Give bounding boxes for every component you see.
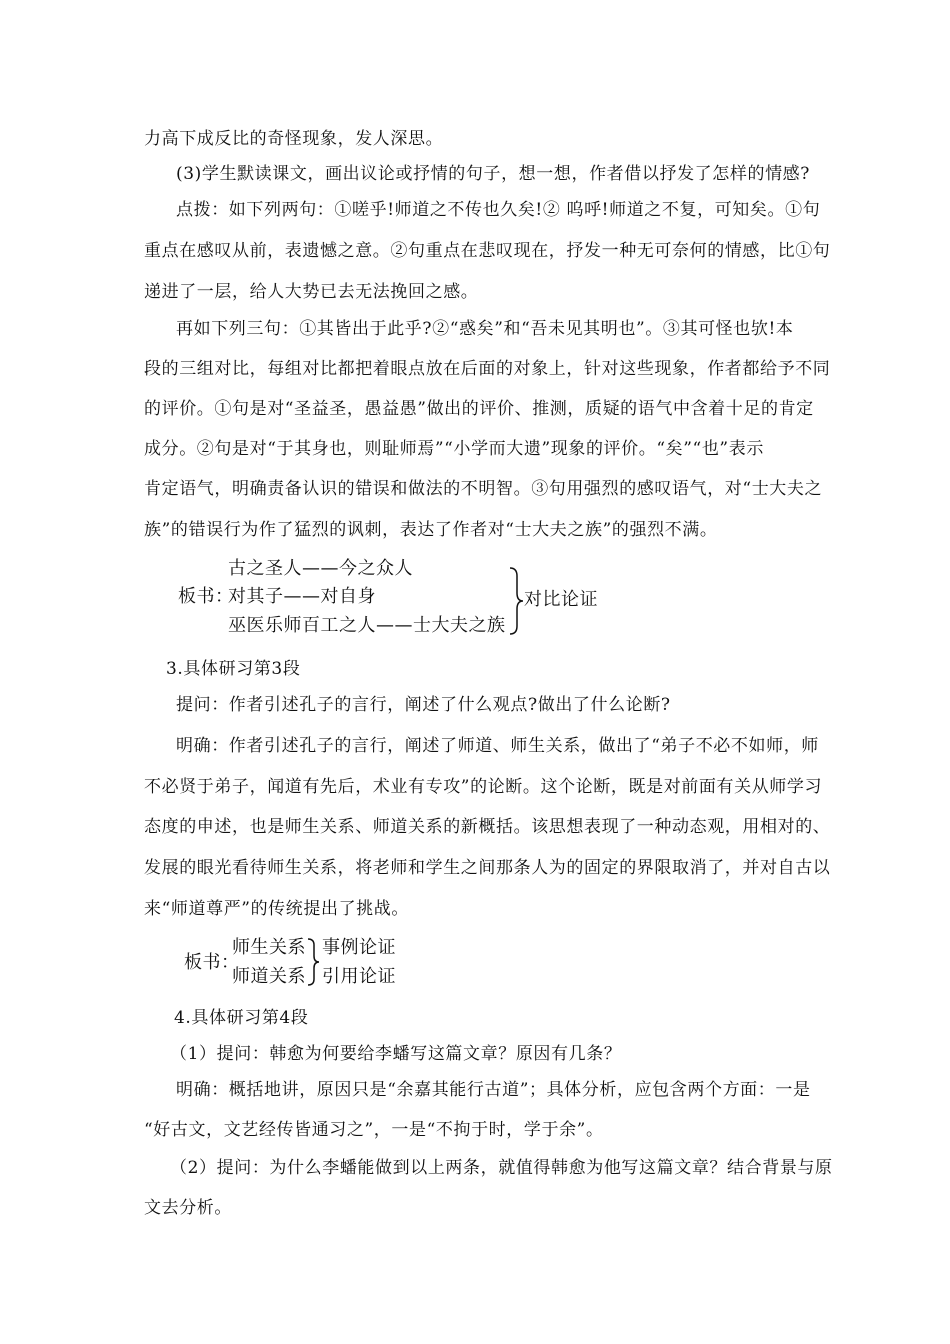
paragraph-line: 发展的眼光看待师生关系，将老师和学生之间那条人为的固定的界限取消了，并对自古以 <box>144 858 831 878</box>
board-row: 巫医乐师百工之人——士大夫之族 <box>228 615 506 636</box>
board-label: 板书： <box>178 586 234 607</box>
paragraph-line: 点拨：如下列两句：①嗟乎!师道之不传也久矣!② 呜呼!师道之不复，可知矣。①句 <box>176 200 821 220</box>
right-brace-icon <box>306 937 320 987</box>
board-conclusion: 对比论证 <box>524 589 598 610</box>
board-conclusion: 引用论证 <box>322 966 396 987</box>
section-heading: 3.具体研习第3段 <box>166 659 301 679</box>
paragraph-line: 的评价。①句是对“圣益圣，愚益愚”做出的评价、推测，质疑的语气中含着十足的肯定 <box>144 399 814 419</box>
paragraph-line: （1）提问：韩愈为何要给李蟠写这篇文章？原因有几条？ <box>170 1044 622 1064</box>
paragraph-line: “好古文，文艺经传皆通习之”，一是“不拘于时，学于余”。 <box>144 1120 604 1140</box>
board-row: 师道关系 <box>232 966 306 987</box>
paragraph-line: (3)学生默读课文，画出议论或抒情的句子，想一想，作者借以抒发了怎样的情感? <box>176 164 810 184</box>
paragraph-line: 段的三组对比，每组对比都把着眼点放在后面的对象上，针对这些现象，作者都给予不同 <box>144 359 831 379</box>
paragraph-line: （2）提问：为什么李蟠能做到以上两条，就值得韩愈为他写这篇文章？结合背景与原 <box>170 1158 833 1178</box>
board-row: 师生关系 <box>232 937 306 958</box>
right-brace-icon <box>508 566 524 636</box>
section-heading: 4.具体研习第4段 <box>174 1008 309 1028</box>
paragraph-line: 明确：作者引述孔子的言行，阐述了师道、师生关系，做出了“弟子不必不如师，师 <box>176 736 819 756</box>
paragraph-line: 递进了一层，给人大势已去无法挽回之感。 <box>144 282 479 302</box>
paragraph-line: 提问：作者引述孔子的言行，阐述了什么观点?做出了什么论断? <box>176 695 671 715</box>
board-conclusion: 事例论证 <box>322 937 396 958</box>
paragraph-line: 来“师道尊严”的传统提出了挑战。 <box>144 899 409 919</box>
board-label: 板书： <box>184 952 240 973</box>
paragraph-line: 明确：概括地讲，原因只是“余嘉其能行古道”；具体分析，应包含两个方面：一是 <box>176 1080 811 1100</box>
paragraph-line: 不必贤于弟子，闻道有先后，术业有专攻”的论断。这个论断，既是对前面有关从师学习 <box>144 777 823 797</box>
paragraph-line: 态度的申述，也是师生关系、师道关系的新概括。该思想表现了一种动态观，用相对的、 <box>144 817 831 837</box>
board-row: 古之圣人——今之众人 <box>228 558 413 579</box>
paragraph-line: 成分。②句是对“于其身也，则耻师焉”“小学而大遗”现象的评价。“矣”“也”表示 <box>144 439 764 459</box>
paragraph-line: 重点在感叹从前，表遗憾之意。②句重点在悲叹现在，抒发一种无可奈何的情感，比①句 <box>144 241 831 261</box>
paragraph-line: 文去分析。 <box>144 1198 232 1218</box>
paragraph-line: 肯定语气，明确责备认识的错误和做法的不明智。③句用强烈的感叹语气，对“士大夫之 <box>144 479 823 499</box>
paragraph-line: 力高下成反比的奇怪现象，发人深思。 <box>144 129 444 149</box>
board-row: 对其子——对自身 <box>228 586 376 607</box>
paragraph-line: 再如下列三句：①其皆出于此乎?②“惑矣”和“吾未见其明也”。③其可怪也欤!本 <box>176 319 794 339</box>
paragraph-line: 族”的错误行为作了猛烈的讽刺，表达了作者对“士大夫之族”的强烈不满。 <box>144 520 718 540</box>
